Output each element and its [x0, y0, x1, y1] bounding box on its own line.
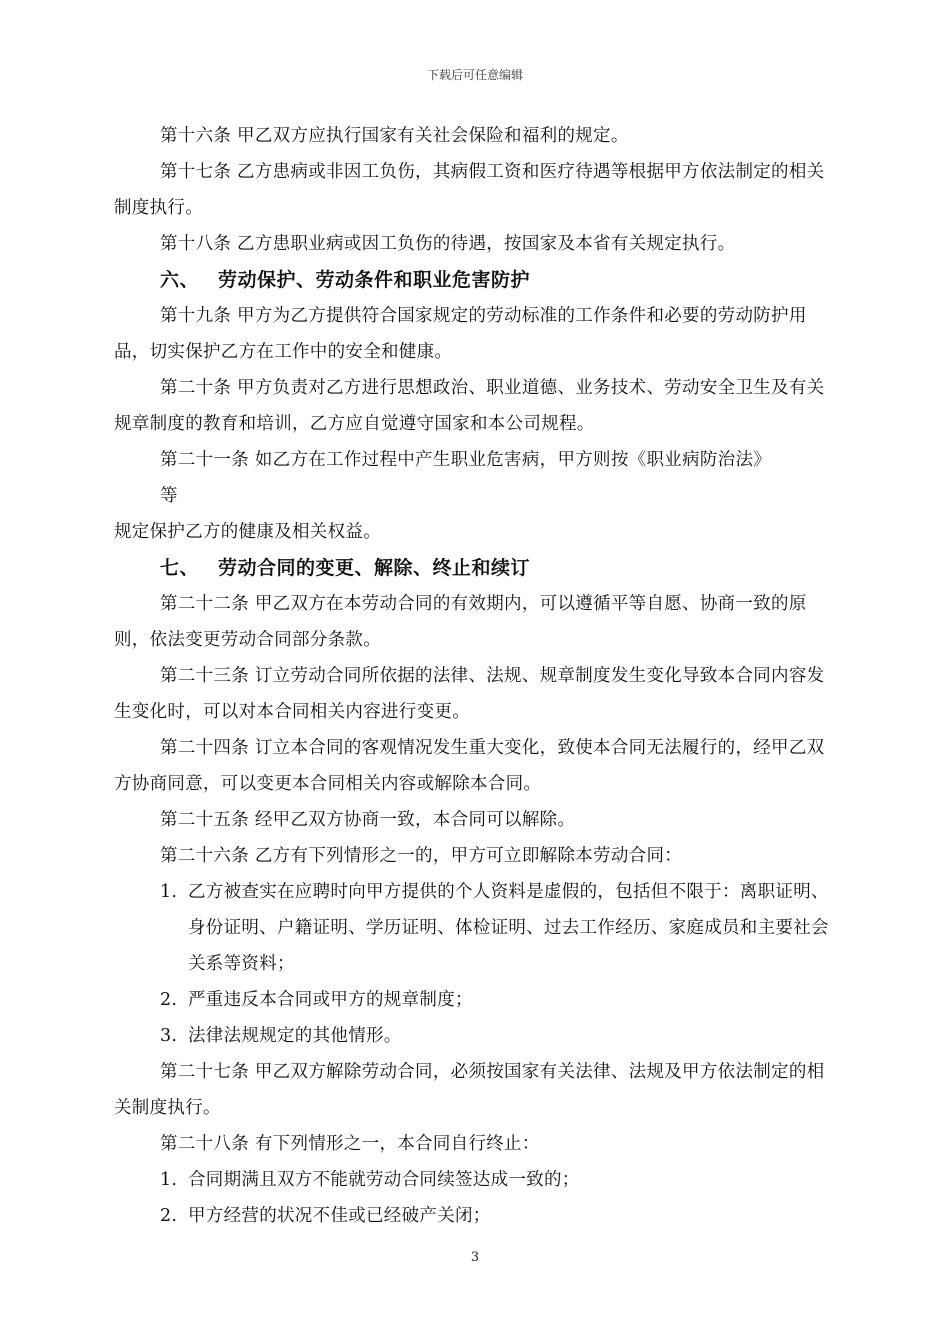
list-item	[160, 874, 840, 982]
list-text: 法律法规规定的其他情形。	[188, 1026, 402, 1046]
article-23: 第二十三条 订立劳动合同所依据的法律、法规、规章制度发生变化导致本合同内容发生变化时，可以对本合同相关内容进行变更。	[114, 666, 825, 722]
page-header: 下载后可任意编辑	[426, 68, 523, 82]
article-18: 第十八条 乙方患职业病或因工负伤的待遇，按国家及本省有关规定执行。	[160, 234, 736, 254]
list-item	[160, 1162, 840, 1198]
article-20: 第二十条 甲方负责对乙方进行思想政治、职业道德、业务技术、劳动安全卫生及有关规章制度的教育和培训，乙方应自觉遵守国家和本公司规程。	[114, 378, 825, 434]
article-17: 第十七条 乙方患病或非因工负伤，其病假工资和医疗待遇等根据甲方依法制定的相关制度执行。	[114, 162, 825, 218]
article-27: 第二十七条 甲乙双方解除劳动合同，必须按国家有关法律、法规及甲方依法制定的相关制度执行。	[114, 1062, 825, 1118]
article-19: 第十九条 甲方为乙方提供符合国家规定的劳动标准的工作条件和必要的劳动防护用品，切实保护乙方在工作中的安全和健康。	[114, 306, 807, 362]
section-title: 劳动保护、劳动条件和职业危害防护	[218, 269, 531, 291]
section-heading-6	[160, 262, 840, 298]
article-21-continued: 等	[160, 486, 178, 506]
list-item	[160, 982, 840, 1018]
list-item	[160, 1198, 840, 1234]
page-number: 3	[470, 1250, 480, 1265]
article-25: 第二十五条 经甲乙双方协商一致，本合同可以解除。	[160, 810, 576, 830]
list-number: 1.	[160, 882, 178, 902]
list-number: 2.	[160, 990, 178, 1010]
list-number: 2.	[160, 1206, 178, 1226]
section-number: 七、	[160, 557, 200, 579]
article-24: 第二十四条 订立本合同的客观情况发生重大变化，致使本合同无法履行的，经甲乙双方协商同意，可以变更本合同相关内容或解除本合同。	[114, 738, 825, 794]
article-28: 第二十八条 有下列情形之一，本合同自行终止：	[160, 1134, 540, 1154]
article-21-end: 规定保护乙方的健康及相关权益。	[114, 522, 381, 542]
list-number: 3.	[160, 1026, 178, 1046]
document-body	[114, 118, 840, 1234]
article-21: 第二十一条 如乙方在工作过程中产生职业危害病，甲方则按《职业病防治法》	[160, 450, 772, 470]
section-heading-7	[160, 550, 840, 586]
list-text: 严重违反本合同或甲方的规章制度；	[188, 990, 473, 1010]
section-number: 六、	[160, 269, 200, 291]
list-text: 甲方经营的状况不佳或已经破产关闭；	[188, 1206, 491, 1226]
article-26: 第二十六条 乙方有下列情形之一的，甲方可立即解除本劳动合同：	[160, 846, 683, 866]
list-number: 1.	[160, 1170, 178, 1190]
list-item	[160, 1018, 840, 1054]
list-text: 乙方被查实在应聘时向甲方提供的个人资料是虚假的，包括但不限于：离职证明、身份证明、户籍证明、学历证明、体检证明、过去工作经历、家庭成员和主要社会关系等资料；	[188, 882, 829, 974]
article-16: 第十六条 甲乙双方应执行国家有关社会保险和福利的规定。	[160, 126, 629, 146]
list-text: 合同期满且双方不能就劳动合同续签达成一致的；	[188, 1170, 580, 1190]
section-title: 劳动合同的变更、解除、终止和续订	[218, 557, 531, 579]
article-22: 第二十二条 甲乙双方在本劳动合同的有效期内，可以遵循平等自愿、协商一致的原则，依法变更劳动合同部分条款。	[114, 594, 807, 650]
